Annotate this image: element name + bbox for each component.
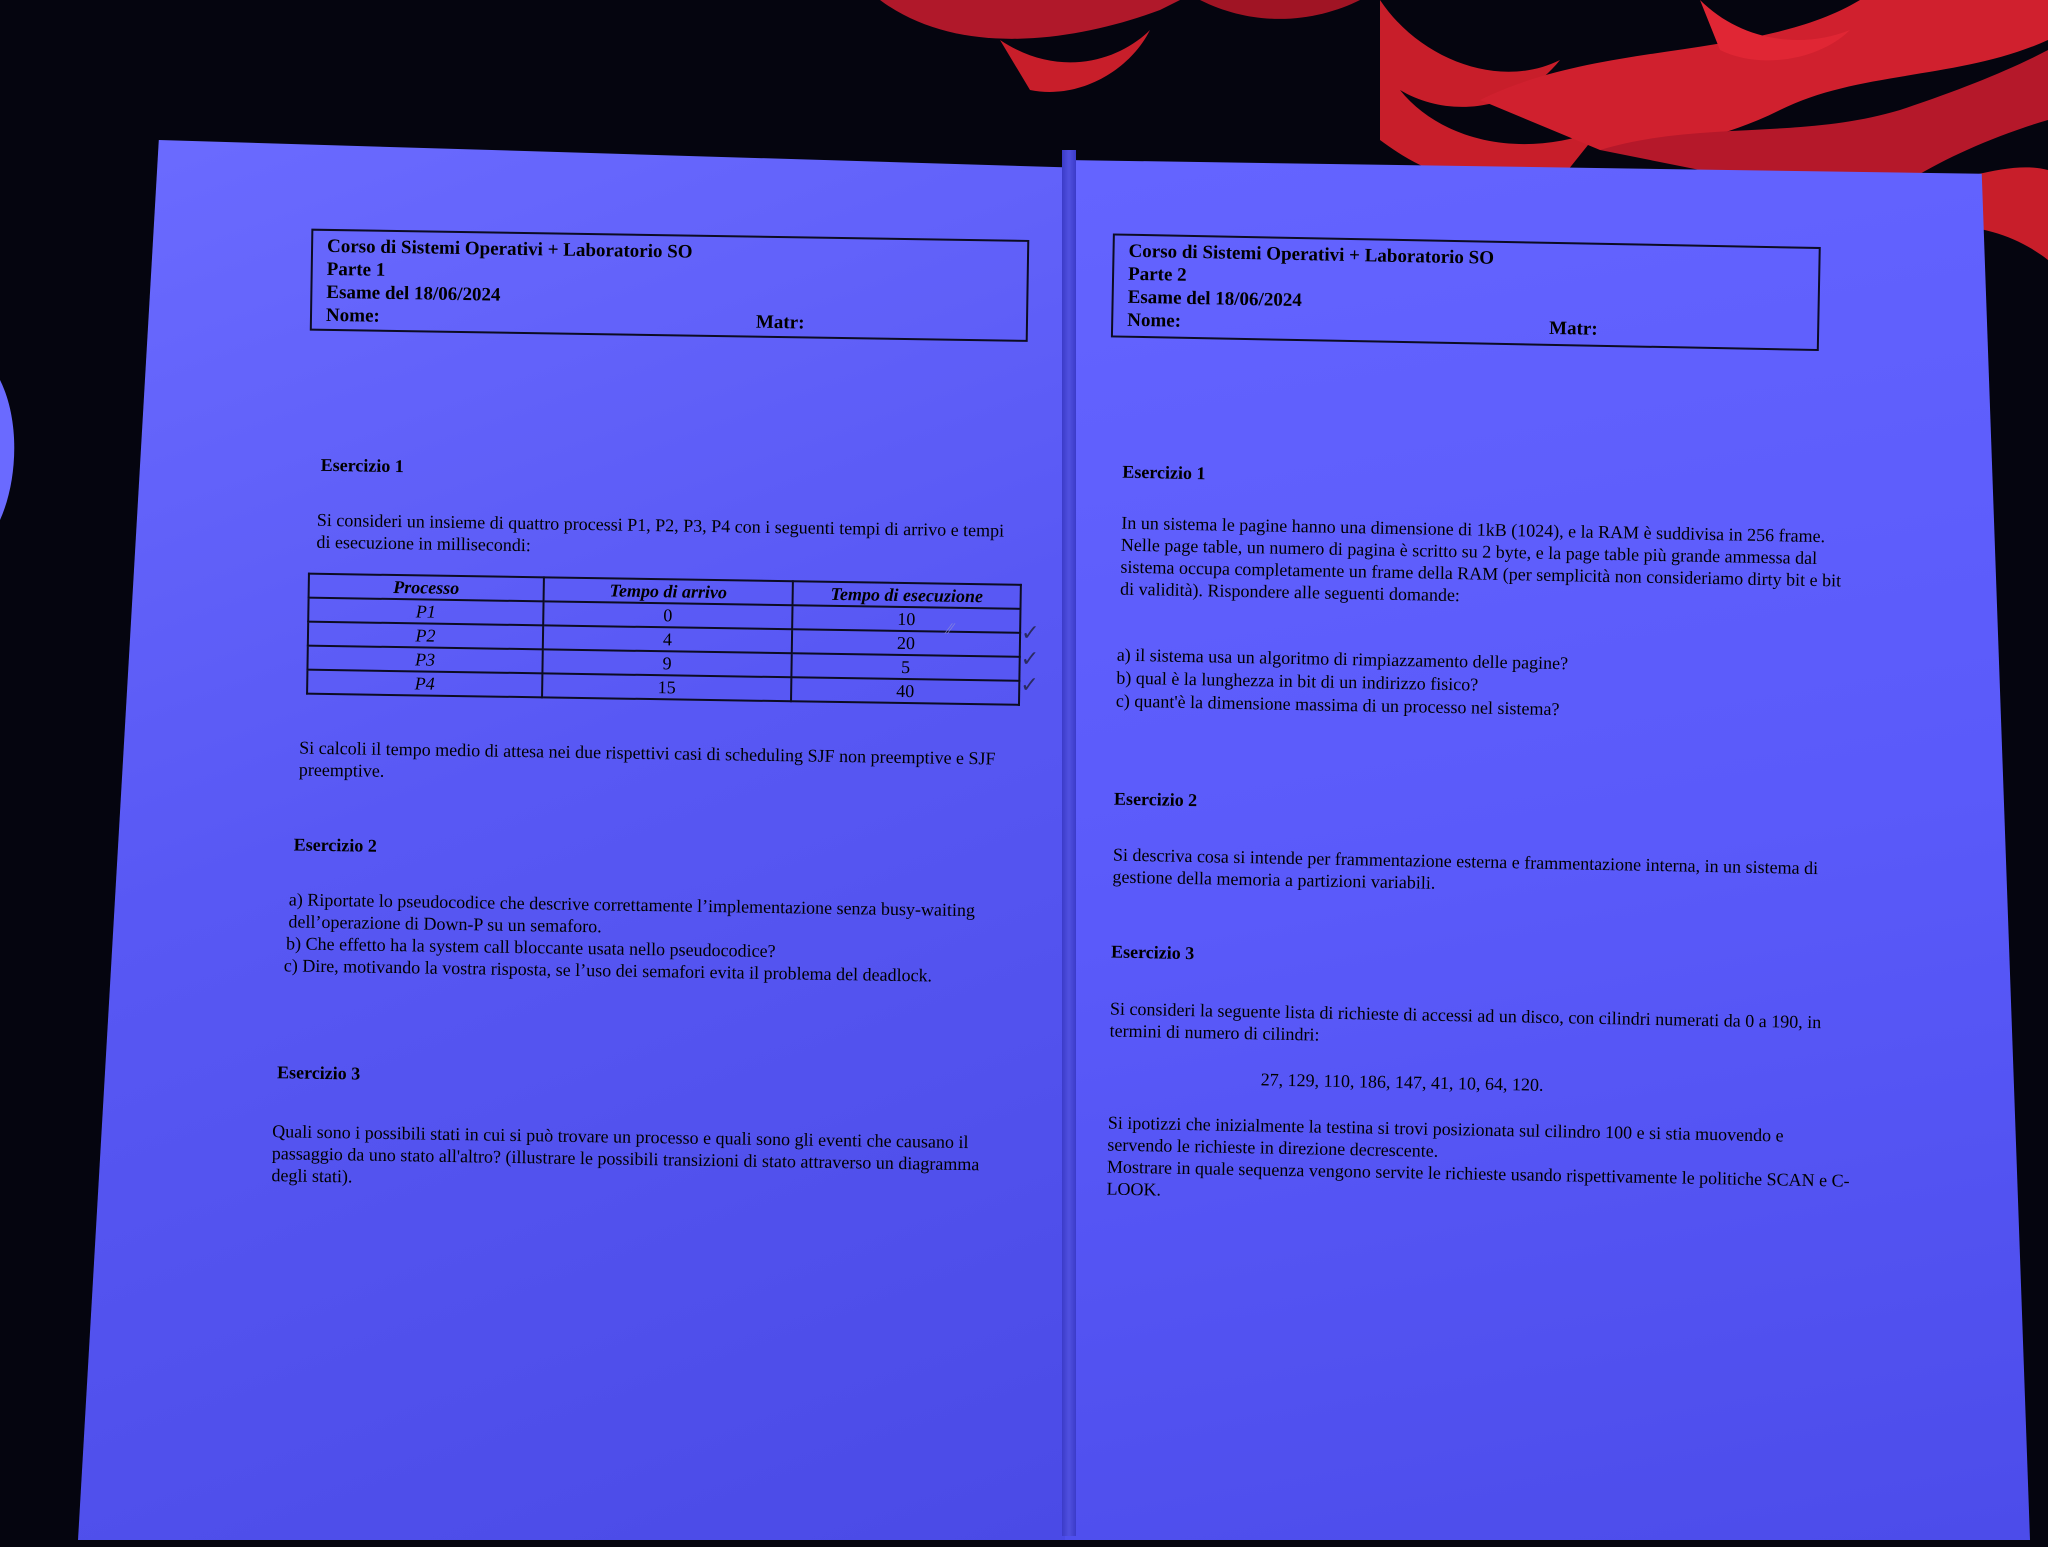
cell-process: P3 (307, 646, 542, 674)
left-ex2-title: Esercizio 2 (293, 834, 378, 856)
cell-arrival: 4 (543, 625, 793, 653)
right-header-box (1111, 233, 1821, 351)
right-ex1-c: c) quant'è la dimensione massima di un processo nel sistema? (1115, 690, 1560, 720)
right-ex1-title: Esercizio 1 (1122, 461, 1206, 484)
right-ex3-p1: Si ipotizzi che inizialmente la testina si trovi posizionata sul cilindro 100 e si stia muovendo e servendo le richieste in direzione decrescente. (1107, 1112, 1784, 1161)
matr-label: Matr: (1548, 317, 1598, 340)
cell-burst: 20 (792, 629, 1020, 657)
pencil-mark-icon: ⁄⁄ (947, 620, 953, 638)
disk-request-sequence: 27, 129, 110, 186, 147, 41, 10, 64, 120. (1260, 1069, 1544, 1095)
left-ex2-b: b) Che effetto ha la system call bloccante usata nello pseudocodice? (285, 933, 776, 962)
right-ex1-text: In un sistema le pagine hanno una dimensione di 1kB (1024), e la RAM è suddivisa in 256 frame. Nelle page table, un numero di pagina è scritto su 2 byte, e la page table più grande ammessa dal sistema occupa completamente un frame della RAM (per semplicità non consideriamo dirty bit e bit di validità). Rispondere alle seguenti domande: (1119, 512, 1842, 606)
right-ex2-text: Si descriva cosa si intende per frammentazione esterna e frammentazione interna, in un sistema di gestione della memoria a partizioni variabili. (1112, 844, 1819, 893)
part-label: Parte 2 (1127, 263, 1187, 286)
handwritten-checkmarks-icon: ✓ ✓ ✓ (1020, 619, 1040, 698)
col-header-arrival: Tempo di arrivo (544, 577, 794, 605)
cell-arrival: 9 (542, 649, 792, 677)
right-ex3-intro: Si consideri la seguente lista di richieste di accessi ad un disco, con cilindri numerati da 0 a 190, in termini di numero di cilindri: (1109, 998, 1822, 1045)
matr-label: Matr: (755, 311, 805, 334)
cell-arrival: 15 (542, 673, 792, 701)
cell-process: P1 (308, 598, 543, 626)
left-ex3-text: Quali sono i possibili stati in cui si può trovare un processo e quali sono gli eventi che causano il passaggio da uno stato all'altro? (illustrare le possibili transizioni di stato attraverso un diagramma degli stati). (271, 1121, 980, 1187)
cell-burst: 5 (792, 653, 1020, 681)
right-ex3-title: Esercizio 3 (1110, 941, 1195, 964)
cell-burst: 10 (792, 605, 1020, 633)
cell-arrival: 0 (543, 601, 793, 629)
part-label: Parte 1 (326, 258, 386, 281)
left-ex1-title: Esercizio 1 (320, 454, 404, 477)
left-ex3-title: Esercizio 3 (276, 1062, 361, 1084)
exam-date: Esame del 18/06/2024 (326, 281, 501, 306)
course-title: Corso di Sistemi Operativi + Laboratorio SO (1128, 240, 1495, 269)
col-header-process: Processo (309, 574, 544, 602)
right-ex2-title: Esercizio 2 (1113, 788, 1198, 811)
left-ex2-a: a) Riportate lo pseudocodice che descrive correttamente l’implementazione senza busy-waiting dell’operazione di Down-P su un semaforo. (288, 889, 976, 937)
name-label: Nome: (1127, 309, 1182, 332)
cell-process: P2 (308, 622, 543, 650)
course-title: Corso di Sistemi Operativi + Laboratorio SO (326, 235, 693, 263)
left-ex2-c: c) Dire, motivando la vostra risposta, se l’uso dei semafori evita il problema del deadlock. (283, 955, 933, 986)
cell-burst: 40 (791, 677, 1019, 705)
col-header-burst: Tempo di esecuzione (793, 581, 1021, 609)
right-ex1-a: a) il sistema usa un algoritmo di rimpiazzamento delle pagine? (1116, 644, 1569, 674)
cell-process: P4 (307, 670, 542, 698)
left-ex1-intro: Si consideri un insieme di quattro processi P1, P2, P3, P4 con i seguenti tempi di arrivo e tempi di esecuzione in millisecondi: (316, 509, 1005, 556)
left-ex1-question: Si calcoli il tempo medio di attesa nei due rispettivi casi di scheduling SJF non preemptive e SJF preemptive. (298, 737, 996, 781)
exam-date: Esame del 18/06/2024 (1127, 286, 1303, 312)
name-label: Nome: (325, 304, 380, 327)
right-ex1-b: b) qual è la lunghezza in bit di un indirizzo fisico? (1116, 667, 1479, 695)
right-ex3-p2: Mostrare in quale sequenza vengono servite le richieste usando rispettivamente le politiche SCAN e C-LOOK. (1106, 1156, 1850, 1200)
